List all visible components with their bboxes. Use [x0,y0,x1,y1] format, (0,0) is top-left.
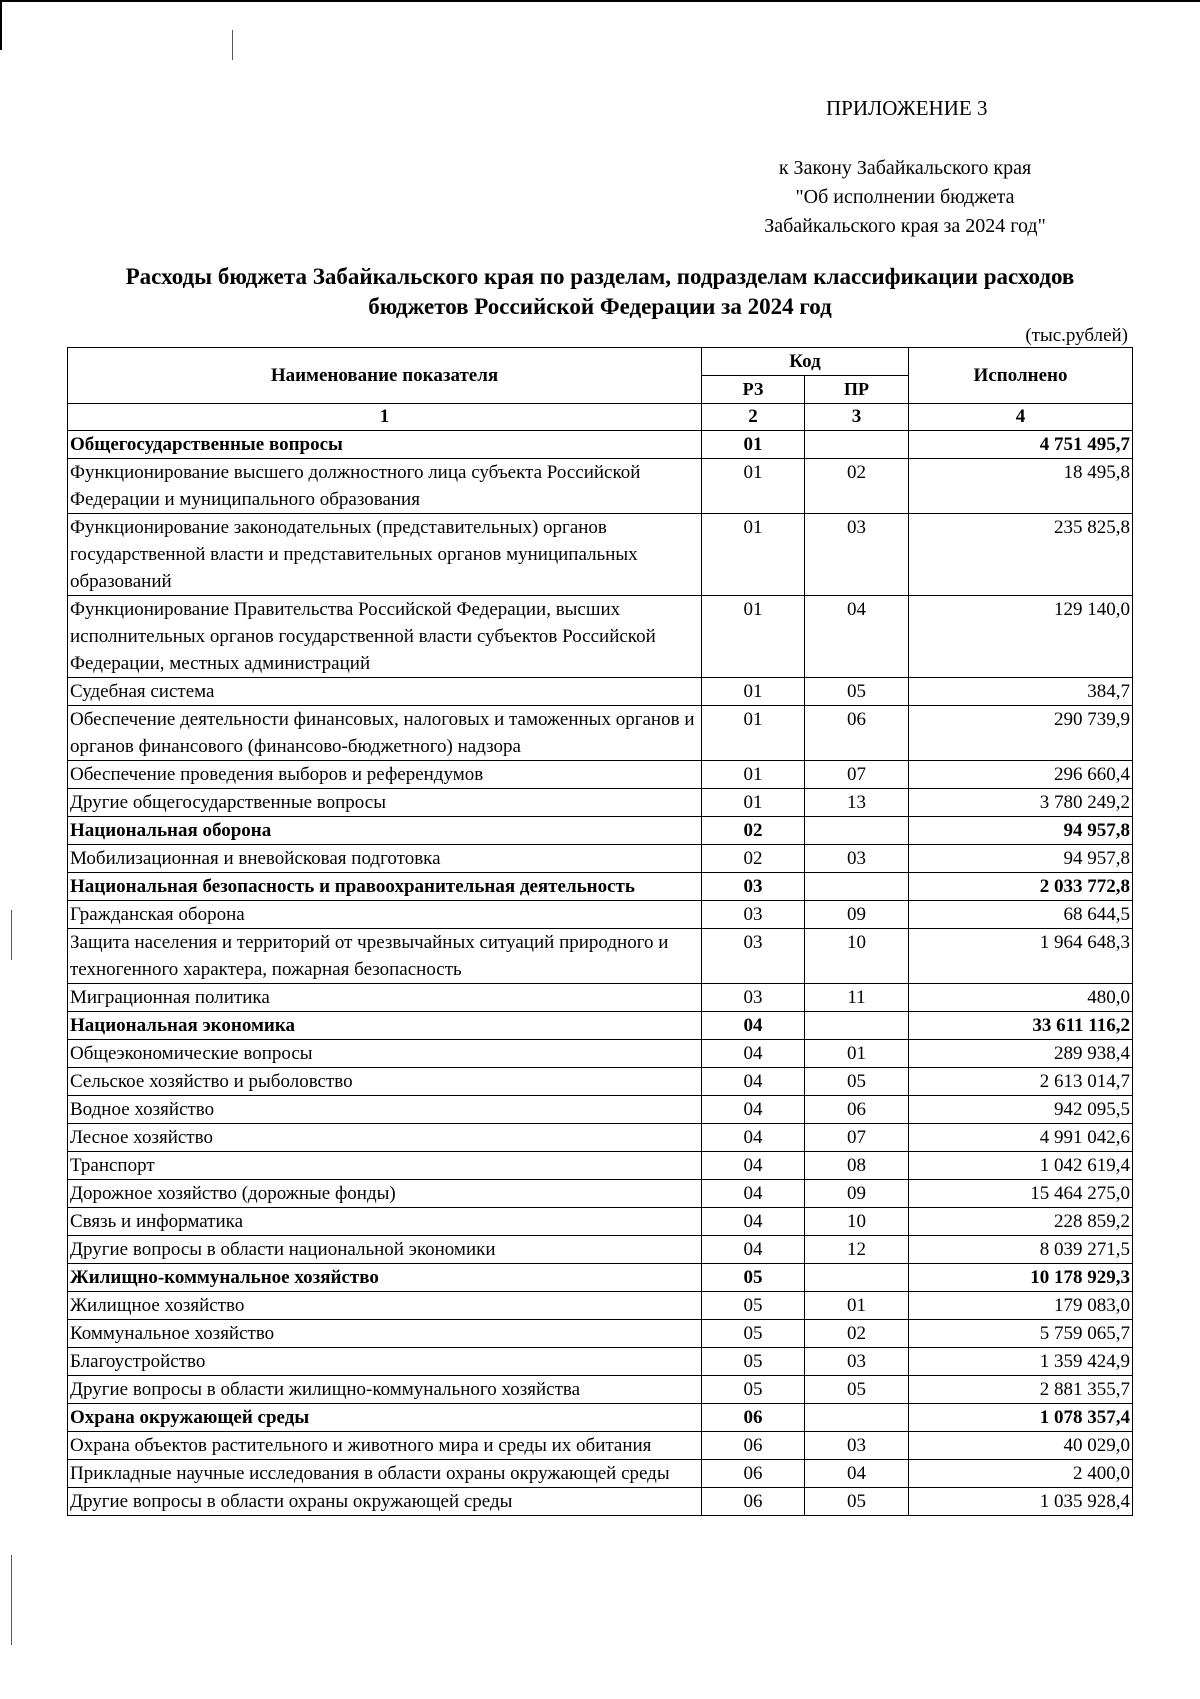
table-row [68,1348,1133,1376]
cell-rz: 04 [702,1012,805,1040]
budget-table [67,347,1133,1516]
cell-name: Лесное хозяйство [68,1124,702,1152]
table-row [68,845,1133,873]
cell-amount: 2 033 772,8 [909,873,1133,901]
page-top-edge [0,0,1200,2]
cell-name: Функционирование законодательных (представительных) органов государственной власти и представительных органов муниципальных образований [68,514,702,596]
cell-name: Коммунальное хозяйство [68,1320,702,1348]
cell-rz: 03 [702,929,805,984]
cell-rz: 04 [702,1124,805,1152]
column-number: 4 [909,404,1133,431]
header-code: Код [702,348,909,376]
cell-rz: 01 [702,459,805,514]
appendix-label: ПРИЛОЖЕНИЕ 3 [826,96,988,120]
scan-mark [232,30,233,60]
cell-rz: 01 [702,514,805,596]
cell-pr: 07 [805,1124,909,1152]
cell-pr: 01 [805,1292,909,1320]
section-row [68,1012,1133,1040]
cell-rz: 05 [702,1292,805,1320]
table-row [68,901,1133,929]
cell-pr: 11 [805,984,909,1012]
cell-amount: 480,0 [909,984,1133,1012]
section-row [68,817,1133,845]
table-row [68,1488,1133,1516]
table-body [68,431,1133,1516]
table-row [68,678,1133,706]
cell-pr: 06 [805,706,909,761]
cell-amount: 1 078 357,4 [909,1404,1133,1432]
cell-rz: 04 [702,1180,805,1208]
table-row [68,1180,1133,1208]
cell-amount: 94 957,8 [909,817,1133,845]
cell-amount: 5 759 065,7 [909,1320,1133,1348]
column-number: 2 [702,404,805,431]
cell-name: Национальная экономика [68,1012,702,1040]
document-title [60,262,1140,322]
cell-amount: 33 611 116,2 [909,1012,1133,1040]
cell-name: Жилищно-коммунальное хозяйство [68,1264,702,1292]
cell-rz: 04 [702,1152,805,1180]
table-row [68,1460,1133,1488]
cell-rz: 05 [702,1320,805,1348]
cell-name: Другие вопросы в области жилищно-коммунального хозяйства [68,1376,702,1404]
cell-amount: 179 083,0 [909,1292,1133,1320]
header-pr: ПР [805,376,909,404]
cell-rz: 01 [702,431,805,459]
cell-rz: 01 [702,678,805,706]
cell-pr: 03 [805,1348,909,1376]
header-executed: Исполнено [909,348,1133,404]
table-row [68,1096,1133,1124]
cell-amount: 384,7 [909,678,1133,706]
law-reference-line: "Об исполнении бюджета [795,186,1015,208]
cell-name: Благоустройство [68,1348,702,1376]
cell-name: Прикладные научные исследования в области охраны окружающей среды [68,1460,702,1488]
table-row [68,1236,1133,1264]
cell-pr [805,431,909,459]
table-row [68,596,1133,678]
cell-pr: 09 [805,901,909,929]
cell-pr: 13 [805,789,909,817]
column-number: 1 [68,404,702,431]
cell-rz: 05 [702,1376,805,1404]
cell-name: Жилищное хозяйство [68,1292,702,1320]
section-row [68,1264,1133,1292]
law-reference-line: к Закону Забайкальского края [778,157,1032,179]
cell-amount: 4 751 495,7 [909,431,1133,459]
cell-name: Гражданская оборона [68,901,702,929]
table-row [68,706,1133,761]
cell-pr: 02 [805,1320,909,1348]
cell-amount: 290 739,9 [909,706,1133,761]
cell-pr: 03 [805,514,909,596]
cell-rz: 01 [702,596,805,678]
cell-name: Дорожное хозяйство (дорожные фонды) [68,1180,702,1208]
cell-name: Миграционная политика [68,984,702,1012]
cell-amount: 10 178 929,3 [909,1264,1133,1292]
table-row [68,761,1133,789]
cell-rz: 02 [702,845,805,873]
cell-amount: 296 660,4 [909,761,1133,789]
cell-rz: 03 [702,873,805,901]
cell-amount: 1 964 648,3 [909,929,1133,984]
cell-pr [805,1404,909,1432]
cell-amount: 2 881 355,7 [909,1376,1133,1404]
column-number: 3 [805,404,909,431]
cell-pr [805,1012,909,1040]
cell-name: Функционирование Правительства Российской Федерации, высших исполнительных органов государственной власти субъектов Российской Федерации, местных администраций [68,596,702,678]
cell-name: Связь и информатика [68,1208,702,1236]
cell-rz: 04 [702,1208,805,1236]
cell-name: Общеэкономические вопросы [68,1040,702,1068]
section-row [68,1404,1133,1432]
scan-mark [11,910,12,960]
cell-pr: 05 [805,678,909,706]
cell-amount: 8 039 271,5 [909,1236,1133,1264]
section-row [68,873,1133,901]
cell-pr: 03 [805,845,909,873]
cell-rz: 06 [702,1432,805,1460]
cell-amount: 289 938,4 [909,1040,1133,1068]
cell-name: Охрана окружающей среды [68,1404,702,1432]
table-row [68,1208,1133,1236]
cell-amount: 2 400,0 [909,1460,1133,1488]
cell-pr: 12 [805,1236,909,1264]
cell-amount: 4 991 042,6 [909,1124,1133,1152]
cell-name: Охрана объектов растительного и животного мира и среды их обитания [68,1432,702,1460]
header-rz: РЗ [702,376,805,404]
cell-pr [805,1264,909,1292]
cell-name: Функционирование высшего должностного лица субъекта Российской Федерации и муниципального образования [68,459,702,514]
cell-amount: 68 644,5 [909,901,1133,929]
cell-pr: 01 [805,1040,909,1068]
law-reference [720,154,1090,241]
cell-rz: 06 [702,1460,805,1488]
cell-amount: 942 095,5 [909,1096,1133,1124]
units-label: (тыс.рублей) [1025,325,1128,346]
cell-pr: 04 [805,1460,909,1488]
cell-rz: 06 [702,1404,805,1432]
cell-amount: 228 859,2 [909,1208,1133,1236]
cell-rz: 05 [702,1348,805,1376]
cell-amount: 18 495,8 [909,459,1133,514]
cell-name: Обеспечение деятельности финансовых, налоговых и таможенных органов и органов финансового (финансово-бюджетного) надзора [68,706,702,761]
document-title-line: бюджетов Российской Федерации за 2024 год [368,294,832,319]
cell-rz: 01 [702,761,805,789]
table-row [68,1432,1133,1460]
law-reference-line: Забайкальского края за 2024 год" [764,215,1046,237]
table-row [68,1124,1133,1152]
cell-amount: 3 780 249,2 [909,789,1133,817]
table-row [68,1376,1133,1404]
cell-pr: 05 [805,1488,909,1516]
cell-pr: 07 [805,761,909,789]
cell-amount: 2 613 014,7 [909,1068,1133,1096]
cell-rz: 01 [702,789,805,817]
cell-rz: 04 [702,1236,805,1264]
cell-name: Мобилизационная и вневойсковая подготовка [68,845,702,873]
cell-name: Судебная система [68,678,702,706]
cell-rz: 03 [702,984,805,1012]
table-row [68,929,1133,984]
cell-rz: 04 [702,1040,805,1068]
cell-amount: 1 359 424,9 [909,1348,1133,1376]
cell-pr: 10 [805,929,909,984]
cell-name: Другие общегосударственные вопросы [68,789,702,817]
cell-amount: 235 825,8 [909,514,1133,596]
cell-pr: 09 [805,1180,909,1208]
section-row [68,431,1133,459]
table-row [68,459,1133,514]
cell-amount: 40 029,0 [909,1432,1133,1460]
table-row [68,1068,1133,1096]
cell-name: Другие вопросы в области охраны окружающей среды [68,1488,702,1516]
cell-name: Водное хозяйство [68,1096,702,1124]
cell-amount: 15 464 275,0 [909,1180,1133,1208]
cell-rz: 03 [702,901,805,929]
cell-pr: 05 [805,1068,909,1096]
cell-name: Другие вопросы в области национальной экономики [68,1236,702,1264]
table-row [68,514,1133,596]
cell-rz: 02 [702,817,805,845]
cell-pr: 04 [805,596,909,678]
header-name: Наименование показателя [68,348,702,404]
cell-amount: 94 957,8 [909,845,1133,873]
cell-name: Национальная безопасность и правоохранительная деятельность [68,873,702,901]
cell-name: Транспорт [68,1152,702,1180]
cell-pr: 10 [805,1208,909,1236]
cell-amount: 1 035 928,4 [909,1488,1133,1516]
table-row [68,789,1133,817]
cell-amount: 129 140,0 [909,596,1133,678]
cell-rz: 04 [702,1068,805,1096]
cell-pr: 08 [805,1152,909,1180]
cell-rz: 05 [702,1264,805,1292]
cell-pr: 05 [805,1376,909,1404]
cell-pr: 03 [805,1432,909,1460]
cell-amount: 1 042 619,4 [909,1152,1133,1180]
cell-pr [805,817,909,845]
cell-pr [805,873,909,901]
cell-name: Защита населения и территорий от чрезвычайных ситуаций природного и техногенного характера, пожарная безопасность [68,929,702,984]
document-title-line: Расходы бюджета Забайкальского края по разделам, подразделам классификации расходов [125,264,1075,289]
cell-pr: 02 [805,459,909,514]
cell-name: Обеспечение проведения выборов и референдумов [68,761,702,789]
table-row [68,1040,1133,1068]
cell-rz: 04 [702,1096,805,1124]
cell-name: Сельское хозяйство и рыболовство [68,1068,702,1096]
table-row [68,1320,1133,1348]
cell-rz: 06 [702,1488,805,1516]
table-row [68,984,1133,1012]
cell-name: Национальная оборона [68,817,702,845]
table-row [68,1292,1133,1320]
cell-pr: 06 [805,1096,909,1124]
page-left-edge [0,0,2,50]
cell-name: Общегосударственные вопросы [68,431,702,459]
cell-rz: 01 [702,706,805,761]
scan-mark [11,1555,12,1645]
table-row [68,1152,1133,1180]
